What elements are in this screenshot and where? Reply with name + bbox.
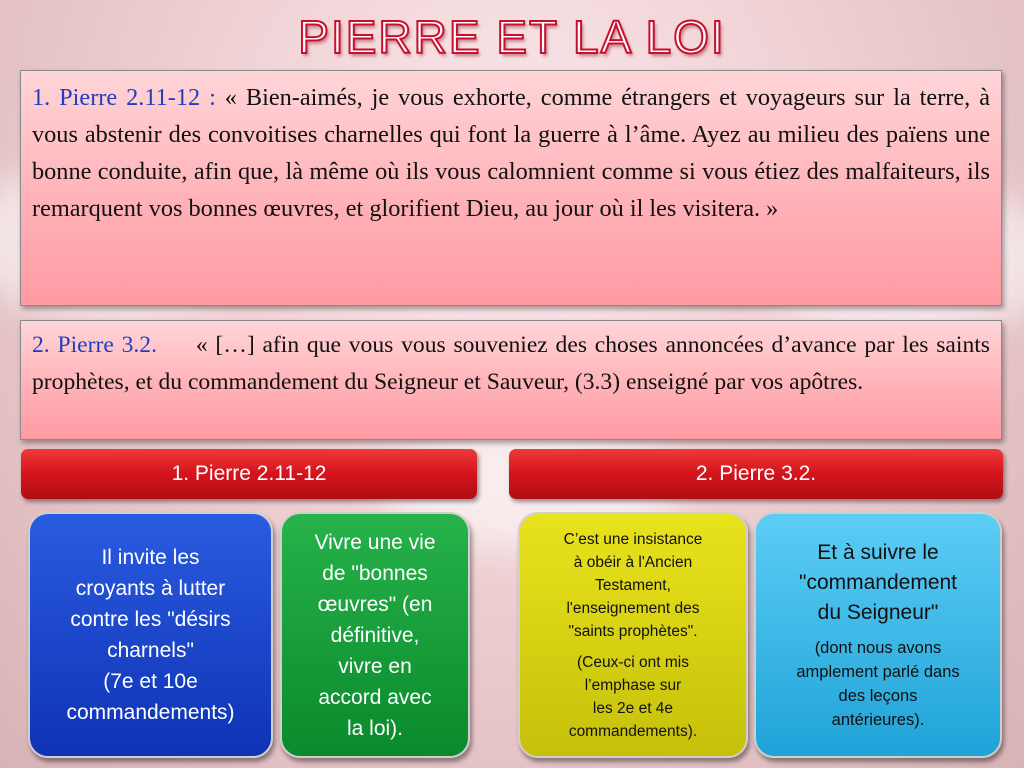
card-line: (dont nous avons (814, 639, 942, 657)
card-line: contre les "désirs (70, 608, 231, 631)
card-line: charnels" (107, 639, 194, 662)
quote-reference: 2. Pierre 3.2. (32, 332, 157, 358)
card-line: Il invite les (101, 546, 200, 569)
card-line: l’emphase sur (584, 676, 682, 694)
card-line: C’est une insistance (563, 530, 703, 548)
card-line: antérieures). (831, 711, 925, 729)
card-main-text (799, 538, 957, 628)
card-line: commandements). (568, 722, 698, 740)
card-line: commandements) (66, 701, 235, 724)
card-line: Et à suivre le (817, 541, 939, 564)
card-line: œuvres" (en (317, 592, 433, 616)
card-line: de "bonnes (322, 561, 428, 585)
card-sub-text (796, 636, 959, 732)
card-line: l'enseignement des (566, 599, 700, 617)
card-main-text (564, 528, 703, 643)
card-line: amplement parlé dans (796, 663, 960, 681)
card-sub-text (569, 651, 697, 743)
card-desires (28, 512, 273, 758)
card-good-works (280, 512, 470, 758)
quote-box-2-pierre (20, 320, 1002, 440)
card-lord-commandment (754, 512, 1002, 758)
card-line: croyants à lutter (75, 577, 226, 600)
card-line: des leçons (838, 687, 918, 705)
card-line: accord avec (318, 685, 432, 709)
card-old-testament (518, 512, 748, 758)
card-line: "commandement (798, 571, 958, 594)
header-1-pierre: 1. Pierre 2.11-12 (21, 449, 477, 499)
card-line: Vivre une vie (314, 530, 436, 554)
quote-text: « […] afin que vous vous souveniez des choses annoncées d’avance par les saints prophètes, et du commandement du Seigneur et Sauveur, (3.3) enseigné par vos apôtres. (32, 332, 996, 395)
card-line: la loi). (346, 716, 404, 740)
card-line: vivre en (338, 654, 412, 678)
slide-title: PIERRE ET LA LOI (298, 11, 726, 63)
header-2-pierre: 2. Pierre 3.2. (509, 449, 1003, 499)
card-line: définitive, (330, 623, 420, 647)
quote-reference: 1. Pierre 2.11-12 : (32, 84, 216, 111)
card-line: à obéir à l'Ancien (573, 553, 693, 571)
card-line: Testament, (595, 576, 671, 594)
card-line: du Seigneur" (817, 601, 939, 624)
quote-box-1-pierre (20, 70, 1002, 306)
card-line: (Ceux-ci ont mis (577, 653, 689, 671)
card-line: les 2e et 4e (592, 699, 674, 717)
quote-text: « Bien-aimés, je vous exhorte, comme étrangers et voyageurs sur la terre, à vous abstenir des convoitises charnelles qui font la guerre à l’âme. Ayez au milieu des païens une bonne conduite, afin que, là même où ils vous calomnient comme si vous étiez des malfaiteurs, ils remarquent vos bonnes œuvres, et glorifient Dieu, au jour où il les visitera. » (32, 84, 990, 222)
card-line: "saints prophètes". (568, 622, 698, 640)
card-line: (7e et 10e (103, 670, 198, 693)
